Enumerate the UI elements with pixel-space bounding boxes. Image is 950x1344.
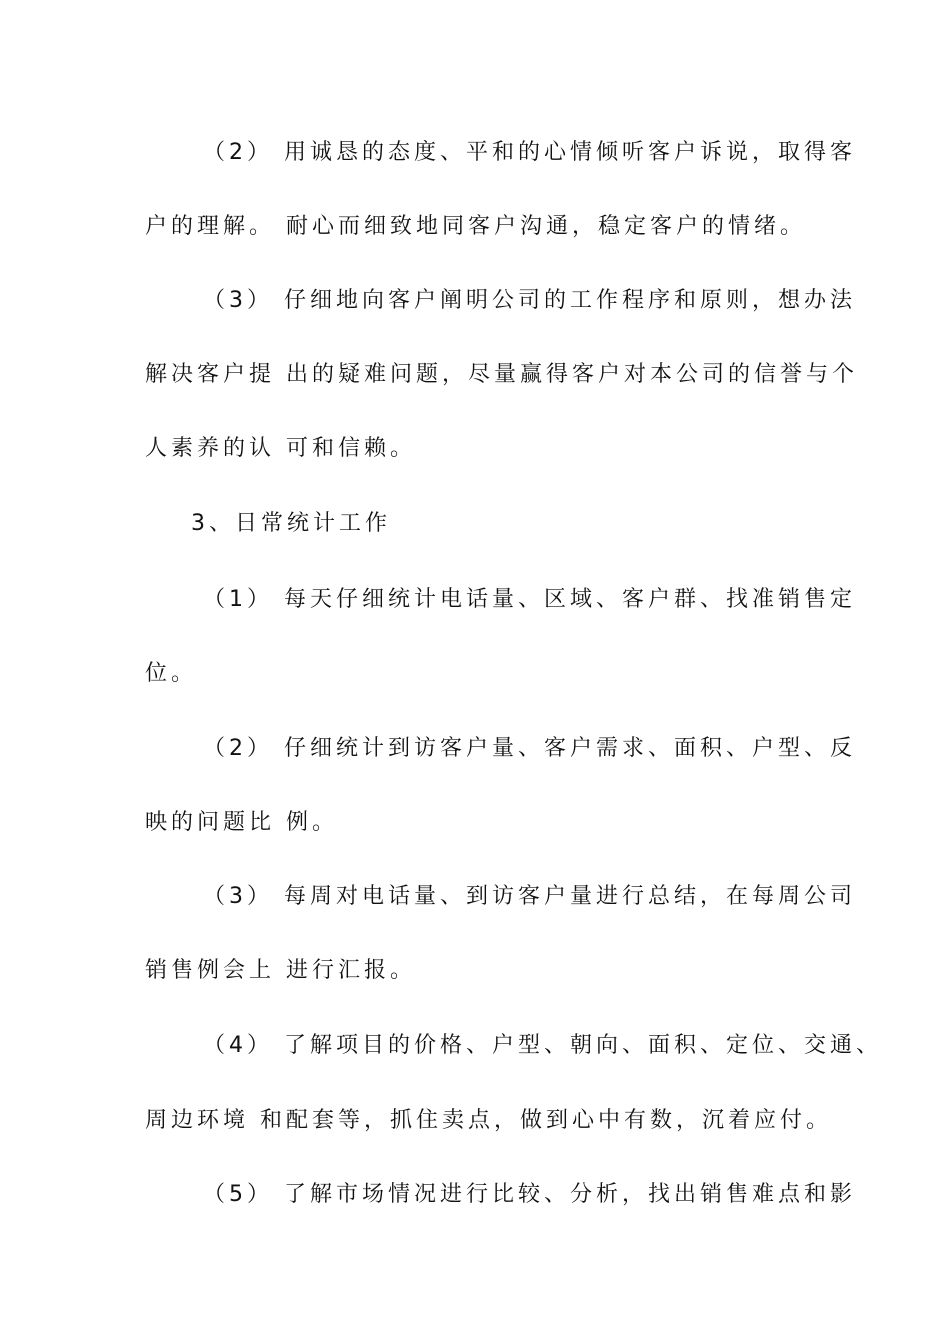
paragraph-line: 解决客户提 出的疑难问题，尽量赢得客户对本公司的信誉与个 — [145, 362, 858, 387]
paragraph-line: （4） 了解项目的价格、户型、朝向、面积、定位、交通、 — [203, 1033, 882, 1058]
paragraph-line: （2） 用诚恳的态度、平和的心情倾听客户诉说，取得客 — [203, 140, 856, 165]
paragraph-line: 周边环境 和配套等，抓住卖点，做到心中有数，沉着应付。 — [145, 1108, 832, 1133]
paragraph-line: （5） 了解市场情况进行比较、分析，找出销售难点和影 — [203, 1182, 856, 1207]
section-heading: 3、日常统计工作 — [191, 511, 391, 536]
paragraph-line: （2） 仔细统计到访客户量、客户需求、面积、户型、反 — [203, 736, 856, 761]
paragraph-line: 户的理解。 耐心而细致地同客户沟通，稳定客户的情绪。 — [145, 214, 806, 239]
paragraph-line: （3） 每周对电话量、到访客户量进行总结，在每周公司 — [203, 884, 856, 909]
paragraph-line: 映的问题比 例。 — [145, 810, 338, 835]
paragraph-line: 人素养的认 可和信赖。 — [145, 436, 416, 461]
paragraph-line: （1） 每天仔细统计电话量、区域、客户群、找准销售定 — [203, 587, 856, 612]
paragraph-line: 位。 — [145, 661, 198, 686]
paragraph-line: 销售例会上 进行汇报。 — [145, 958, 416, 983]
paragraph-line: （3） 仔细地向客户阐明公司的工作程序和原则，想办法 — [203, 288, 856, 313]
